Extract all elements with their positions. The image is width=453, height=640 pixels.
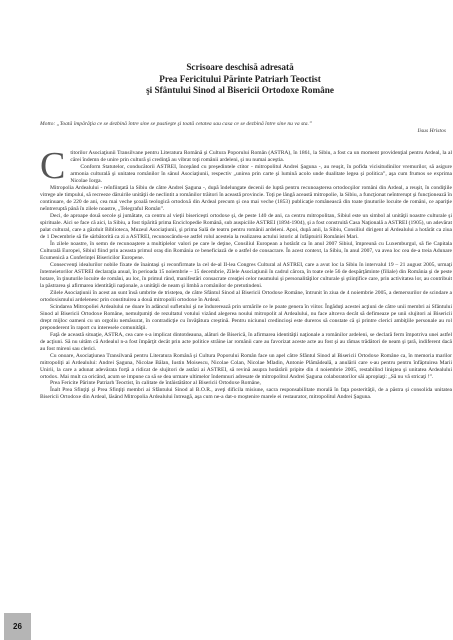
paragraph: În zilele noastre, în semn de recunoaştere a multiplelor valori pe care le deţine, Consiliul European a hotărât ca în anul 2007 Sibiul, împreună cu Luxemburgul, să fie Capitala Culturală Europei, Sibiul fiind prin aceasta primul oraş din România ce beneficiază de o astfel de consacrare. În acest context, la Sibiu, în anul 2007, va avea loc cea de-a treia Adunare Ecumenică a Conferinţei Bisericilor Europene. (40, 240, 452, 261)
motto-author: Iisus Hristos (417, 128, 446, 134)
paragraph: Conform Statutelor, conducătorii ASTREI, începând cu preşedintele ctitor - mitropolitul Andrei Şaguna -, au reuşit, în pofida vicisitudinilor vremurilor, să asigure armonia culturală şi unitatea românilor în sânul Asociaţiunii, respectiv „unirea prin carte şi lumină acolo unde dualitate legea şi politica”, aşa cum frumos se exprima Nicolae Iorga. (70, 163, 452, 184)
motto-text: Motto: „Toată împărăţia ce se dezbină între sine se pustieşte şi toată cetatea sau casa ce se dezbină între sine nu va sta.” (40, 121, 313, 127)
letter-body (40, 150, 452, 612)
motto (40, 121, 452, 135)
paragraph: Consecvenţi idealurilor nobile fixate de înaintaşi şi reconfirmate la cel de-al II-lea Congres Cultural al ASTREI, care a avut loc la Sibiu în intervalul 19 – 21 august 2005, urmaţi întemeietorilor ASTREI declaraţia anual, în perioada 15 noiembrie – 15 decembrie, Zilele Asociaţiunii în cadrul cărora, în toate cele 56 de despărţăminte (filiale) din România şi de peste hotare, în ţinuturile locuite de români, au loc, în primul rând, manifestări consacrate creaţiei celor neamului şi personalităţilor culturale şi ştiinţifice care, prin activitatea lor, au contribuit la păstrarea şi afirmarea identităţii naţionale, a unităţii de neam şi limbă a românilor de pretutindeni. (40, 261, 452, 289)
letter-title (40, 62, 440, 97)
paragraph: Mitropolia Ardealului - reînfiinţată la Sibiu de către Andrei Şaguna -, după îndelungate decenii de luptă pentru recunoaşterea ortodocşilor români din Ardeal, a reuşit, în condiţiile vitrege ale timpului, să recreeze dăruirile unităţii de neclintit a românilor trăitori în aceastǎ provincie. Toţi pe lângă această mitropolie, la Sibiu, a funcţionat neîntrerupt şi funcţionează în continuare, de 220 de ani, cea mai veche şcoală teologică ortodoxă din Ardeal precum şi cea mai veche (1853) publicaţie românească din toate ţinuturile locuite de români, ce apariţie neîntreruptă până în zilele noastre, „Telegraful Român”. (40, 184, 452, 212)
title-line-1: Scrisoare deschisă adresată (186, 62, 294, 72)
drop-cap: C (40, 150, 66, 187)
paragraph: Înalt Prea Sfinţiţi şi Prea Sfinţiţi membri ai Sfântului Sinod al B.O.R., aveţi dificila misiune, sacra responsabilitate morală în faţa posterităţii, de a păstra şi consolida unitatea Bisericii Ortodoxe din Ardeal, lăsând Mitropolia Ardealului întreagă, aşa cum ne-a dat-o moştenire marele ei restaurator, mitropolitul Andrei Şaguna. (40, 387, 452, 401)
paragraph: Cu onoare, Asociaţiunea Transilvană pentru Literatura Română şi Cultura Poporului Român face un apel către Sfântul Sinod al Bisericii Ortodoxe Române ca, în memoria marilor mitropoliţi ai Ardealului: Andrei Şaguna, Nicolae Bălan, Iustin Moisescu, Nicolae Colan, Nicolae Mladin, Antonie Plămădeală, a anulării care s-au pentru pentru înfăptuirea Marii Unirii, la care a adunat adevărata forţă a ridicat de slujitori de astăzi ai ASTREI, să revină asupra hotărârii pripite din 4 noiembrie 2005, restabilind liniştea şi unitatea Ardealului ortodox. Mai mult ca oricând, acum se impune ca să se dea urmare ultimelor îndemnuri adresate de mitropolitul Andrei Şaguna colaboratorilor săi apropiaţi: „Să nu vă stricaţi !”. (40, 352, 452, 380)
title-line-2: Prea Fericitului Părinte Patriarh Teoctist (159, 73, 321, 84)
paragraph: Scindarea Mitropoliei Ardealului ne doare în adâncul sufletului şi ne îndurerează prin urmările ce le poate genera în viitor. Îngăduţi acestei acţiuni de către unii membri ai Sfântului Sinod al Bisericii Ortodoxe Române, nemulţumiţi de rezultatul votului vizând alegerea noului mitropolit al Ardealului, nu face altceva decât să defimeaze pe unii slujitori ai Bisericii drept mijloc oameni cu un orgoliu nemăsurat, în contradicţie cu învăţătura creştină. Pentru niciunul credincioşi este dureros să constate că şi printre clerici ambiţiile personale au rol preponderent în raport cu interesele comunităţii. (40, 303, 452, 331)
paragraph: Ctitorilor Asociaţiunii Transilvane pentru Literatura Română şi Cultura Poporului Român (ASTRA), în 1861, la Sibiu, a fost ca un moment providenţial pentru Ardeal, la al cărei îndemn de unire prin cultură şi credinţă au vibrat toţi românii ardeleni, şi nu numai aceştia. (40, 150, 452, 187)
paragraph: Prea Fericite Părinte Patriarh Teoctist, în calitate de întâistătător al Bisericii Ortodoxe Române, (50, 380, 261, 387)
paragraph: Faţă de această situaţie, ASTRA, cea care s-a implicat dintotdeauna, alături de Biserică, în afirmarea identităţii naţionale a românilor ardeleni, se declară ferm împotriva unei astfel de acţiuni. Să nu uităm că Ardealul n-a fost împărţit decât prin acte politice străine iar românii care au favorizat aceste acte au fost şi au rămas trădători de neam şi ţară, indiferent dacă au fost mireni sau clerici. (40, 331, 452, 352)
title-line-3: şi Sfântului Sinod al Bisericii Ortodoxe Române (146, 85, 334, 95)
footer (0, 612, 453, 640)
page-number: 26 (4, 613, 31, 640)
paragraph: Deci, de aproape două secole şi jumătate, ca centru al vieţii bisericeşti ortodoxe şi, de peste 140 de ani, ca centru mitropolitan, Sibiul este un simbol al unităţii noastre culturale şi spirituale. Aici se face că aici, la Sibiu, a fost tipărită prima Enciclopedie Română, sub auspiciile ASTREI (1894-1904), şi a fost construită Casa Naţională a ASTREI (1905), un adevărat palat cultural, care a găzduit Biblioteca, Muzeul Asociaţiunii, şi prima Sală de teatru pentru românii ardeleni. Apoi, după anii, la Sibiu, Consiliul dirigent al Ardealului a hotărât ca ziua de 1 Decembrie să fie sărbătorită ca zi a ASTREI, recunoscându-se astfel rolul acesteia la realizarea actului istoric al înfăptuirii României Mari. (40, 212, 452, 240)
paragraph: Zilele Asociaţiunii în acest an sunt însă umbrite de tristeţea, de către Sfântul Sinod al Bisericii Ortodoxe Române, întrunit în ziua de 4 noiembrie 2005, a demersurilor de scindare a ortodoxismului ardelenesc prin constituirea a două mitropolii ortodoxe în Ardeal. (40, 289, 452, 303)
